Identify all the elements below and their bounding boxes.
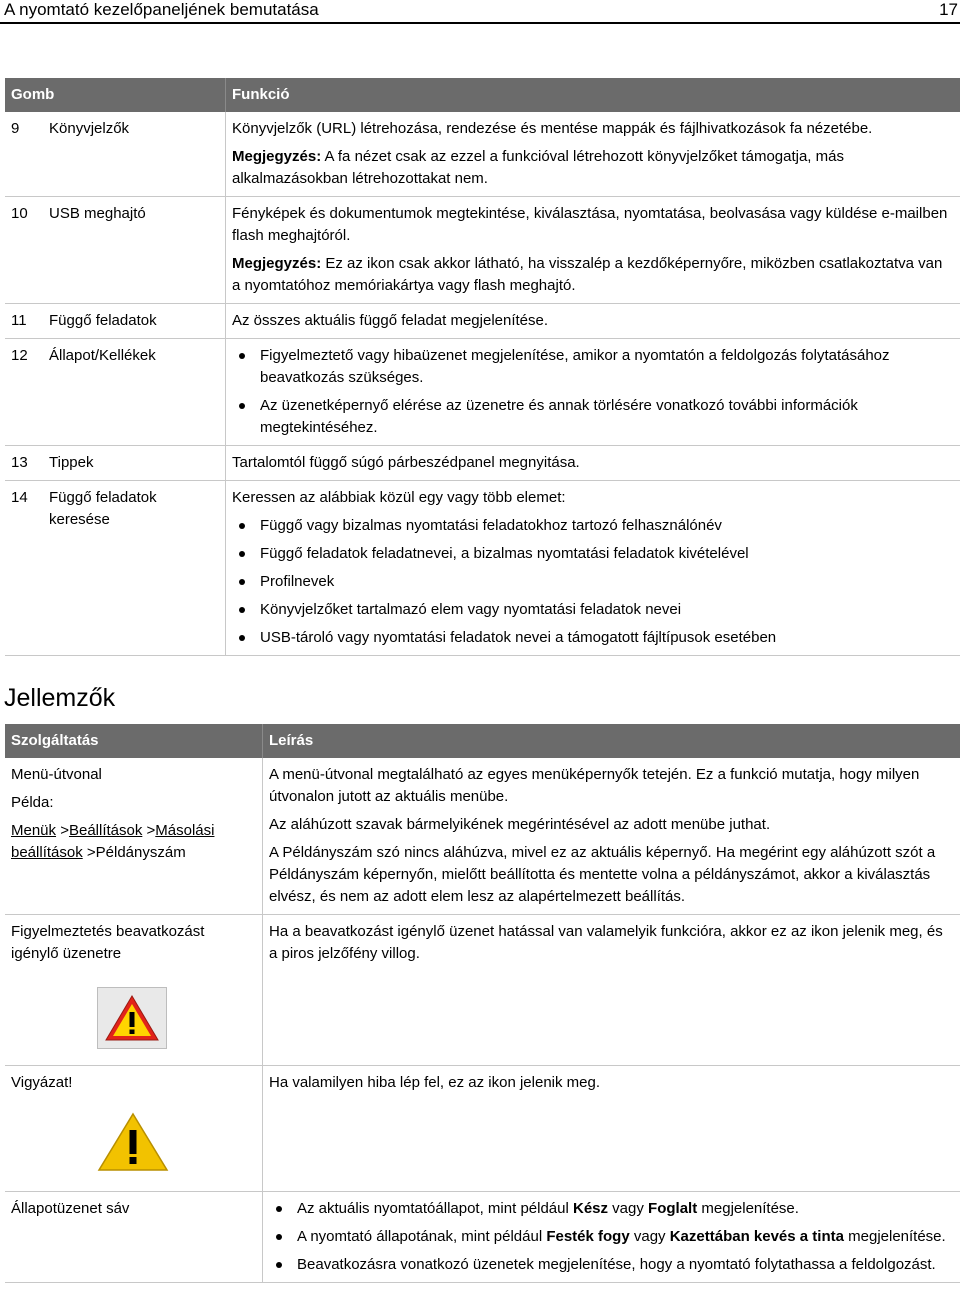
note-label: Megjegyzés:: [232, 255, 322, 272]
row-function: [226, 481, 960, 656]
col-header-description: Leírás: [263, 724, 960, 758]
service-name: Állapotüzenet sáv: [11, 1200, 130, 1217]
service-cell: [5, 1192, 263, 1283]
bullet-item: Beavatkozásra vonatkozó üzenetek megjelenítése, hogy a nyomtató folytathassa a feldolgozást.: [297, 1254, 954, 1276]
function-bullets: [232, 345, 954, 439]
row-name: Függő feladatok keresése: [43, 481, 226, 656]
description-cell: [263, 915, 960, 1066]
table-row: [5, 339, 960, 446]
description-text: A menü-útvonal megtalálható az egyes menüképernyők tetején. Ez a funkció mutatja, hogy milyen útvonalon jutott az aktuális menübe.: [269, 766, 920, 805]
bullet-item: Könyvjelzőket tartalmazó elem vagy nyomtatási feladatok nevei: [260, 599, 954, 621]
table-header-row: [5, 724, 960, 758]
row-name: Állapot/Kellékek: [43, 339, 226, 446]
bullet-item: Profilnevek: [260, 571, 954, 593]
buttons-table: [5, 78, 960, 656]
function-text: Tartalomtól függő súgó párbeszédpanel megnyitása.: [232, 454, 580, 471]
breadcrumb: [11, 820, 256, 864]
bullet-item: USB-tároló vagy nyomtatási feladatok nevei a támogatott fájltípusok esetében: [260, 627, 954, 649]
row-name: Tippek: [43, 446, 226, 481]
bullet-item: Az üzenetképernyő elérése az üzenetre és annak törlésére vonatkozó további információk megtekintéséhez.: [260, 395, 954, 439]
row-number: 14: [5, 481, 43, 656]
breadcrumb-separator: >: [56, 822, 69, 839]
note-text: A fa nézet csak az ezzel a funkcióval létrehozott könyvjelzőket támogatja, más alkalmazásokban létrehozottakat nem.: [232, 148, 844, 187]
row-function: [226, 304, 960, 339]
function-note: [232, 146, 954, 190]
col-header-function: Funkció: [226, 78, 960, 112]
caution-icon: [97, 1110, 256, 1181]
breadcrumb-copy-settings[interactable]: Másolási beállítások: [11, 822, 215, 861]
table-header-row: [5, 78, 960, 112]
description-text: Ha valamilyen hiba lép fel, ez az ikon jelenik meg.: [269, 1074, 601, 1091]
breadcrumb-copies: Példányszám: [95, 844, 186, 861]
row-number: 10: [5, 197, 43, 304]
breadcrumb-separator: >: [142, 822, 156, 839]
page-title: A nyomtató kezelőpaneljének bemutatása: [4, 0, 319, 19]
service-name: Figyelmeztetés beavatkozást igénylő üzenetre: [11, 923, 205, 962]
function-text: Fényképek és dokumentumok megtekintése, kiválasztása, nyomtatása, beolvasása vagy küldése e-mailben flash meghajtóról.: [232, 205, 948, 244]
table-row: [5, 446, 960, 481]
page-header: [0, 0, 960, 24]
table-row: [5, 197, 960, 304]
warning-icon: [97, 987, 167, 1049]
row-function: [226, 446, 960, 481]
table-row: [5, 304, 960, 339]
features-table: [5, 724, 960, 1283]
bullet-item: Függő vagy bizalmas nyomtatási feladatokhoz tartozó felhasználónév: [260, 515, 954, 537]
service-cell: [5, 1066, 263, 1192]
col-header-button: Gomb: [5, 78, 226, 112]
col-header-service: Szolgáltatás: [5, 724, 263, 758]
note-text: Ez az ikon csak akkor látható, ha visszalép a kezdőképernyőre, miközben csatlakoztatva van a nyomtatóhoz memóriakártya vagy flash meghajtó.: [232, 255, 943, 294]
breadcrumb-settings[interactable]: Beállítások: [68, 822, 143, 839]
row-function: [226, 112, 960, 197]
table-row: [5, 915, 960, 1066]
description-text: Az aláhúzott szavak bármelyikének megérintésével az adott menübe juthat.: [269, 816, 771, 833]
function-note: [232, 253, 954, 297]
service-cell: [5, 758, 263, 915]
function-intro: Keressen az alábbiak közül egy vagy több elemet:: [232, 489, 566, 506]
service-name: Menü-útvonal: [11, 766, 102, 783]
description-cell: [263, 1192, 960, 1283]
row-name: USB meghajtó: [43, 197, 226, 304]
row-name: Függő feladatok: [43, 304, 226, 339]
row-function: [226, 339, 960, 446]
breadcrumb-menus[interactable]: Menük: [11, 822, 57, 839]
row-number: 12: [5, 339, 43, 446]
row-function: [226, 197, 960, 304]
breadcrumb-separator: >: [82, 844, 96, 861]
description-cell: [263, 1066, 960, 1192]
table-row: [5, 758, 960, 915]
service-name: Vigyázat!: [11, 1074, 73, 1091]
section-heading: Jellemzők: [4, 684, 116, 712]
row-name: Könyvjelzők: [43, 112, 226, 197]
description-bullets: [269, 1198, 954, 1276]
function-text: Könyvjelzők (URL) létrehozása, rendezése és mentése mappák és fájlhivatkozások fa nézetébe.: [232, 120, 873, 137]
row-number: 13: [5, 446, 43, 481]
row-number: 11: [5, 304, 43, 339]
row-number: 9: [5, 112, 43, 197]
page-number: 17: [939, 0, 958, 19]
bullet-item: Figyelmeztető vagy hibaüzenet megjelenítése, amikor a nyomtatón a feldolgozás folytatásához beavatkozás szükséges.: [260, 345, 954, 389]
function-text: Az összes aktuális függő feladat megjelenítése.: [232, 312, 549, 329]
table-row: [5, 112, 960, 197]
service-cell: [5, 915, 263, 1066]
bullet-item: Függő feladatok feladatnevei, a bizalmas nyomtatási feladatok kivételével: [260, 543, 954, 565]
description-text: A Példányszám szó nincs aláhúzva, mivel ez az aktuális képernyő. Ha megérint egy aláhúzott szót a Példányszám képernyőn, mielőtt beállította és mentette volna a példányszámot, akkor a kiválasztás elvész, és nem az adott elem lesz az alapértelmezett beállítás.: [269, 844, 936, 905]
bullet-item: Az aktuális nyomtatóállapot, mint például Kész vagy Foglalt megjelenítése.: [297, 1198, 954, 1220]
description-text: Ha a beavatkozást igénylő üzenet hatással van valamelyik funkcióra, akkor ez az ikon jelenik meg, és a piros jelzőfény villog.: [269, 923, 943, 962]
table-row: [5, 1192, 960, 1283]
function-bullets: [232, 515, 954, 649]
example-label: Példa:: [11, 794, 54, 811]
table-row: [5, 481, 960, 656]
bullet-item: A nyomtató állapotának, mint például Festék fogy vagy Kazettában kevés a tinta megjelenítése.: [297, 1226, 954, 1248]
table-row: [5, 1066, 960, 1192]
description-cell: [263, 758, 960, 915]
note-label: Megjegyzés:: [232, 148, 322, 165]
